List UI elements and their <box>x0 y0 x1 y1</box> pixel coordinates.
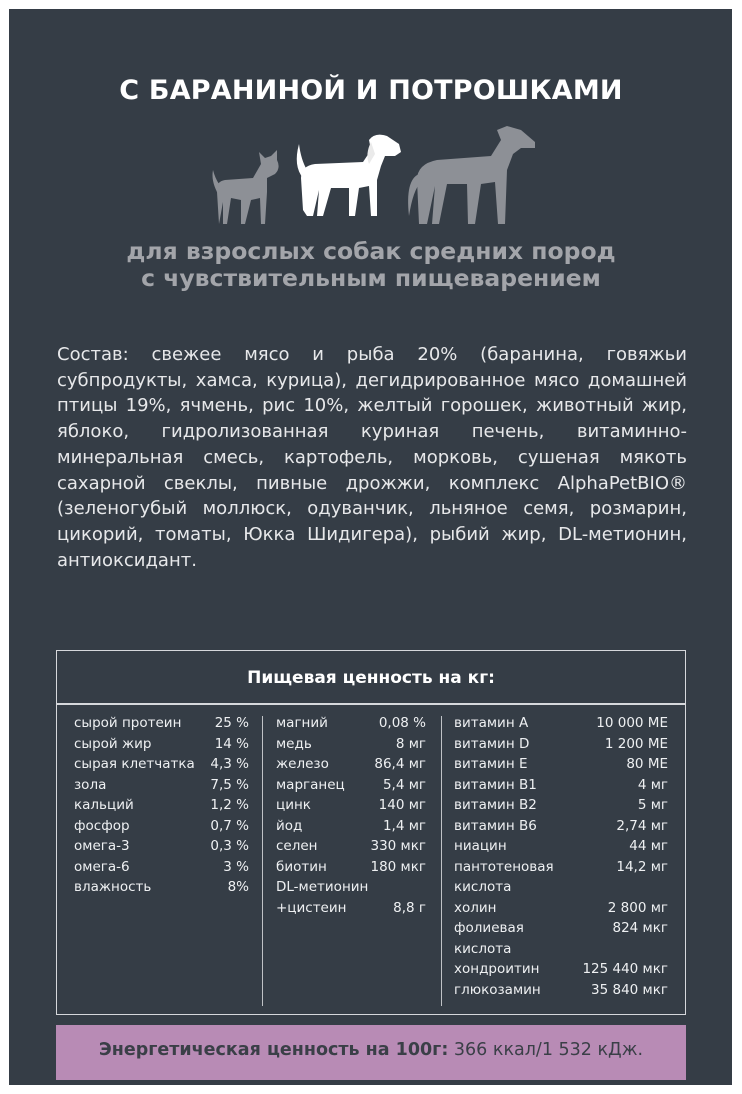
composition-text: Состав: свежее мясо и рыба 20% (баранина, говяжьи субпродукты, хамса, курица), дегидрированное мясо домашней птицы 19%, ячмень, рис 10%, желтый горошек, животный жир, яблоко, гидролизованная куриная печень, витаминно-минеральная смесь, картофель, морковь, сушеная мякоть сахарной свеклы, пивные дрожжи, комплекс AlphaPetBIO® (зеленогубый моллюск, одуванчик, льняное семя, розмарин, цикорий, томаты, Юкка Шидигера), рыбий жир, DL-метионин, антиоксидант. <box>57 344 687 571</box>
nutrition-column-vitamins <box>454 713 668 1000</box>
nutrient-row: +цистеин 8,8 г <box>276 899 426 916</box>
nutrient-row: витамин D 1 200 МЕ <box>454 735 668 752</box>
nutrient-row: ниацин 44 мг <box>454 838 668 854</box>
product-title: С БАРАНИНОЙ И ПОТРОШКАМИ <box>119 75 623 106</box>
nutrient-row: медь 8 мг <box>276 735 426 752</box>
energy-value: 366 ккал/1 532 кДж. <box>453 1040 644 1060</box>
nutrition-column-minerals-basic <box>74 713 249 898</box>
dog-sizes-illustration <box>205 120 545 240</box>
nutrient-row: кальций 1,2 % <box>74 797 249 813</box>
nutrient-row: марганец 5,4 мг <box>276 776 426 793</box>
nutrient-row: зола 7,5 % <box>74 776 249 793</box>
nutrient-row: витамин Е 80 МЕ <box>454 756 668 772</box>
subtitle-line-2: с чувствительным пищеварением <box>141 264 601 292</box>
nutrition-table-title: Пищевая ценность на кг: <box>247 668 495 688</box>
nutrient-row: кислота <box>454 879 512 895</box>
product-subtitle <box>0 238 742 292</box>
nutrient-row: омега-3 0,3 % <box>74 838 249 854</box>
nutrient-row: биотин 180 мкг <box>276 858 426 875</box>
subtitle-line-1: для взрослых собак средних пород <box>126 237 616 265</box>
nutrient-row: фосфор 0,7 % <box>74 817 249 834</box>
nutrient-row: кислота <box>454 940 512 957</box>
energy-label: Энергетическая ценность на 100г: <box>98 1040 449 1060</box>
nutrient-row: хондроитин 125 440 мкг <box>454 961 668 977</box>
nutrient-row: витамин В1 4 мг <box>454 776 668 793</box>
nutrient-row: йод 1,4 мг <box>276 817 426 834</box>
nutrient-row: влажность 8% <box>74 879 249 895</box>
nutrient-row: пантотеновая 14,2 мг <box>454 858 668 875</box>
nutrient-row: железо 86,4 мг <box>276 756 426 772</box>
nutrient-row: витамин В2 5 мг <box>454 797 668 813</box>
nutrient-row: витамин А 10 000 МЕ <box>454 715 668 731</box>
nutrient-row: фолиевая 824 мкг <box>454 920 668 936</box>
nutrient-row: селен 330 мкг <box>276 838 426 854</box>
nutrient-row: сырой жир 14 % <box>74 735 249 752</box>
medium-dog-icon <box>297 135 401 216</box>
nutrient-row: сырой протеин 25 % <box>74 715 249 731</box>
column-divider <box>262 716 263 1006</box>
large-dog-icon <box>408 126 535 224</box>
nutrient-row: омега-6 3 % <box>74 858 249 875</box>
nutrient-row: глюкозамин 35 840 мкг <box>454 981 668 998</box>
nutrient-row: DL-метионин <box>276 879 369 895</box>
table-divider <box>57 703 685 705</box>
small-dog-icon <box>213 150 279 224</box>
nutrient-row: магний 0,08 % <box>276 715 426 731</box>
nutrient-row: витамин В6 2,74 мг <box>454 817 668 834</box>
nutrition-column-minerals <box>276 713 426 918</box>
nutrient-row: сырая клетчатка 4,3 % <box>74 756 249 772</box>
nutrient-row: цинк 140 мг <box>276 797 426 813</box>
nutrient-row: холин 2 800 мг <box>454 899 668 916</box>
column-divider <box>441 716 442 1006</box>
energy-value-text <box>0 1040 742 1060</box>
